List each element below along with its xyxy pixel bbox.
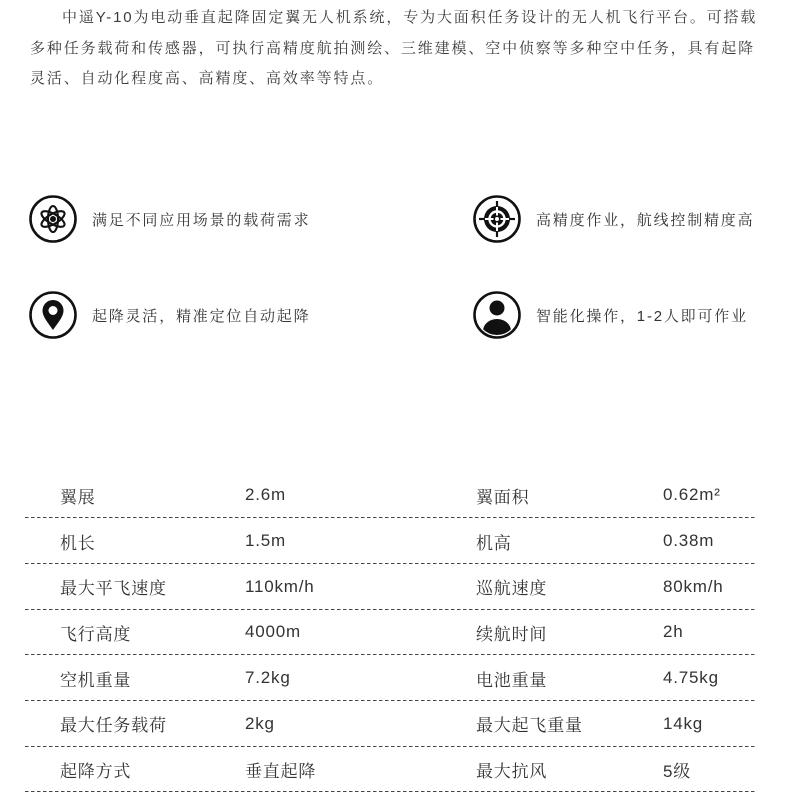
spec-row: [25, 747, 757, 793]
intro-line: 中遥Y-10为电动垂直起降固定翼无人机系统，专为大面积任务设计的无人机飞行平台。可搭载: [62, 9, 758, 26]
feature-text: 满足不同应用场景的载荷需求: [92, 211, 311, 229]
feature-text: 起降灵活，精准定位自动起降: [92, 307, 311, 325]
spec-label: 翼面积: [476, 487, 530, 507]
spec-value: 2h: [663, 622, 684, 642]
spec-row: [25, 655, 757, 701]
feature-item: [29, 291, 310, 339]
feature-text: 智能化操作，1-2人即可作业: [536, 307, 748, 325]
spec-value: 80km/h: [663, 576, 724, 596]
spec-label: 起降方式: [60, 761, 132, 781]
spec-label: 翼展: [60, 487, 96, 507]
spec-value: 110km/h: [245, 576, 315, 596]
spec-label: 飞行高度: [60, 624, 132, 644]
user-icon: [473, 291, 521, 339]
spec-label: 最大平飞速度: [60, 579, 167, 599]
spec-row: [25, 701, 757, 747]
spec-label: 机长: [60, 533, 96, 553]
target-icon: [473, 195, 521, 243]
specs-table: [25, 473, 757, 793]
feature-item: [29, 195, 310, 243]
spec-label: 电池重量: [476, 670, 548, 690]
spec-value: 4.75kg: [663, 668, 719, 688]
spec-value: 4000m: [245, 622, 301, 642]
spec-value: 垂直起降: [245, 761, 317, 781]
spec-row: [25, 564, 757, 610]
intro-line: 多种任务载荷和传感器，可执行高精度航拍测绘、三维建模、空中侦察等多种空中任务，具有起降: [30, 39, 755, 57]
spec-label: 机高: [476, 533, 512, 553]
intro-paragraph: [30, 3, 770, 95]
spec-value: 0.38m: [663, 531, 715, 551]
spec-label: 巡航速度: [476, 579, 548, 599]
spec-label: 空机重量: [60, 670, 132, 690]
spec-row: [25, 610, 757, 656]
feature-text: 高精度作业，航线控制精度高: [536, 211, 755, 229]
atom-icon: [29, 195, 77, 243]
location-pin-icon: [29, 291, 77, 339]
spec-label: 最大起飞重量: [476, 716, 583, 736]
spec-value: 5级: [663, 761, 692, 781]
spec-row: [25, 473, 757, 519]
spec-row: [25, 518, 757, 564]
feature-item: [473, 291, 748, 339]
feature-item: [473, 195, 754, 243]
spec-label: 最大抗风: [476, 761, 548, 781]
spec-value: 14kg: [663, 713, 704, 733]
spec-label: 续航时间: [476, 624, 548, 644]
spec-value: 7.2kg: [245, 668, 291, 688]
intro-line: 灵活、自动化程度高、高精度、高效率等特点。: [30, 70, 385, 87]
spec-value: 0.62m²: [663, 485, 721, 505]
spec-value: 2kg: [245, 713, 275, 733]
spec-value: 1.5m: [245, 531, 286, 551]
spec-label: 最大任务载荷: [60, 716, 167, 736]
spec-value: 2.6m: [245, 485, 286, 505]
